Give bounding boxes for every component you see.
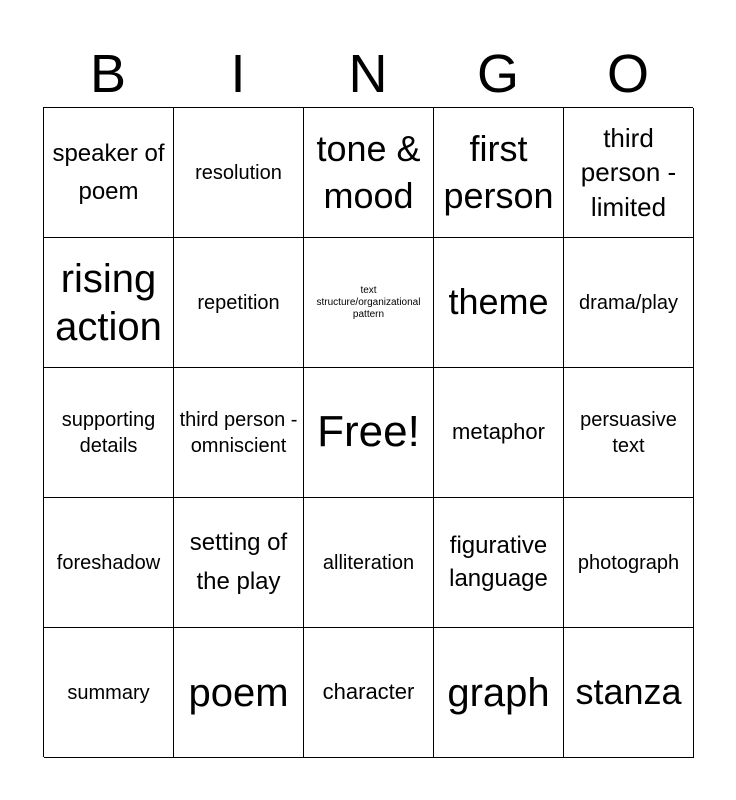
header-letter-i: I — [230, 44, 246, 104]
bingo-cell-setting-of-the-play[interactable]: setting of the play — [174, 498, 304, 628]
bingo-cell-stanza[interactable]: stanza — [564, 628, 694, 758]
header-letter-n: N — [348, 44, 388, 104]
bingo-cell-resolution[interactable]: resolution — [174, 108, 304, 238]
bingo-cell-speaker-of-poem[interactable]: speaker of poem — [44, 108, 174, 238]
bingo-cell-free-space[interactable]: Free! — [304, 368, 434, 498]
bingo-cell-drama-play[interactable]: drama/play — [564, 238, 694, 368]
bingo-cell-photograph[interactable]: photograph — [564, 498, 694, 628]
header-letter-b: B — [89, 44, 127, 104]
bingo-cell-third-person-omniscient[interactable]: third person - omniscient — [174, 368, 304, 498]
header-letter-g: G — [476, 44, 519, 104]
bingo-cell-poem[interactable]: poem — [174, 628, 304, 758]
bingo-cell-tone-mood[interactable]: tone & mood — [304, 108, 434, 238]
bingo-cell-alliteration[interactable]: alliteration — [304, 498, 434, 628]
bingo-cell-character[interactable]: character — [304, 628, 434, 758]
bingo-cell-supporting-details[interactable]: supporting details — [44, 368, 174, 498]
bingo-cell-text-structure[interactable]: text structure/organizational pattern — [304, 238, 434, 368]
header-letter-o: O — [606, 44, 649, 104]
bingo-cell-metaphor[interactable]: metaphor — [434, 368, 564, 498]
bingo-cell-repetition[interactable]: repetition — [174, 238, 304, 368]
bingo-cell-graph[interactable]: graph — [434, 628, 564, 758]
bingo-cell-figurative-language[interactable]: figurative language — [434, 498, 564, 628]
bingo-cell-persuasive-text[interactable]: persuasive text — [564, 368, 694, 498]
bingo-board — [43, 107, 693, 757]
bingo-header — [43, 42, 693, 106]
bingo-cell-first-person[interactable]: first person — [434, 108, 564, 238]
bingo-cell-third-person-limited[interactable]: third person - limited — [564, 108, 694, 238]
bingo-cell-foreshadow[interactable]: foreshadow — [44, 498, 174, 628]
bingo-cell-theme[interactable]: theme — [434, 238, 564, 368]
bingo-cell-summary[interactable]: summary — [44, 628, 174, 758]
bingo-cell-rising-action[interactable]: rising action — [44, 238, 174, 368]
